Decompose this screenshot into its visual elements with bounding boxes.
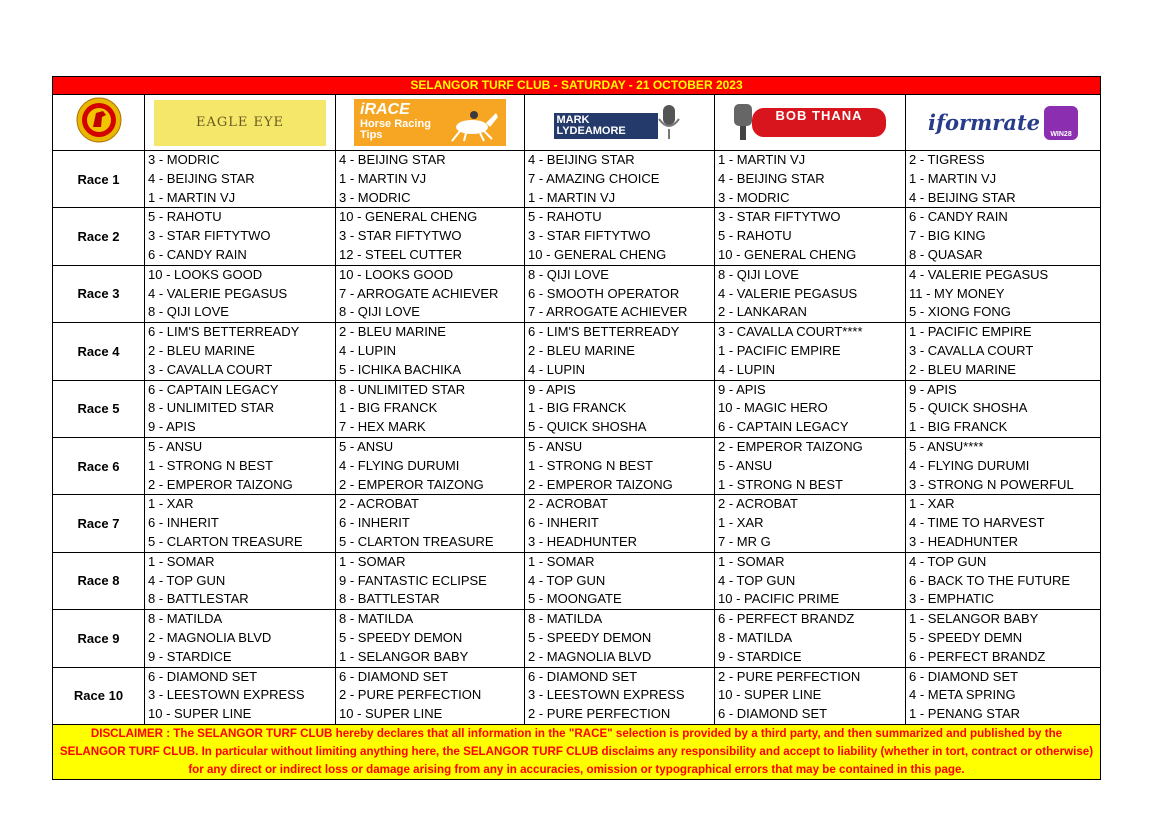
horse-pick: 2 - TIGRESS bbox=[909, 152, 985, 167]
race-row bbox=[53, 437, 1101, 494]
horse-pick: 3 - LEESTOWN EXPRESS bbox=[528, 687, 685, 703]
bob-thana-logo-text: BOB THANA bbox=[752, 108, 886, 137]
horse-pick: 8 - QIJI LOVE bbox=[528, 266, 609, 282]
horse-pick: 7 - ARROGATE ACHIEVER bbox=[339, 285, 499, 301]
tipster-picks-cell bbox=[715, 495, 906, 552]
horse-pick: 3 - MODRIC bbox=[718, 189, 790, 205]
tipster-picks-cell bbox=[715, 552, 906, 609]
tipster-picks-cell bbox=[336, 323, 525, 380]
horse-pick: 1 - PACIFIC EMPIRE bbox=[718, 342, 841, 358]
horse-pick: 2 - PURE PERFECTION bbox=[528, 706, 671, 722]
horse-pick: 6 - DIAMOND SET bbox=[528, 668, 638, 684]
iformrate-logo bbox=[928, 106, 1078, 140]
tipster-picks-cell bbox=[525, 495, 715, 552]
race-row bbox=[53, 323, 1101, 380]
horse-pick: 10 - PACIFIC PRIME bbox=[718, 591, 840, 607]
horse-pick: 6 - LIM'S BETTERREADY bbox=[148, 324, 300, 340]
race-row bbox=[53, 495, 1101, 552]
horse-pick: 8 - MATILDA bbox=[718, 629, 793, 645]
horse-pick: 5 - SPEEDY DEMN bbox=[909, 629, 1023, 645]
horse-pick: 1 - SOMAR bbox=[718, 553, 785, 569]
horse-pick: 9 - APIS bbox=[528, 381, 576, 397]
bob-thana-logo bbox=[726, 102, 894, 144]
tipster-picks-cell bbox=[525, 208, 715, 265]
horse-pick: 5 - CLARTON TREASURE bbox=[339, 533, 494, 549]
horse-pick: 9 - APIS bbox=[718, 381, 766, 397]
horse-pick: 1 - STRONG N BEST bbox=[528, 457, 653, 473]
tipster-picks-cell bbox=[906, 437, 1101, 494]
horse-pick: 1 - SELANGOR BABY bbox=[909, 611, 1039, 627]
tipster-picks-cell bbox=[525, 151, 715, 208]
horse-pick: 6 - CAPTAIN LEGACY bbox=[718, 419, 849, 435]
eagle-eye-logo-cell bbox=[145, 95, 336, 151]
horse-pick: 3 - CAVALLA COURT bbox=[148, 361, 273, 377]
irace-logo-cell bbox=[336, 95, 525, 151]
horse-pick: 4 - FLYING DURUMI bbox=[339, 457, 460, 473]
iformrate-logo-text: iformrate bbox=[927, 110, 1041, 135]
race-label: Race 7 bbox=[53, 495, 145, 552]
tipster-picks-cell bbox=[336, 208, 525, 265]
horse-pick: 5 - ANSU bbox=[528, 438, 583, 454]
race-label: Race 8 bbox=[53, 552, 145, 609]
horse-pick: 4 - VALERIE PEGASUS bbox=[718, 285, 858, 301]
horse-pick: 5 - CLARTON TREASURE bbox=[148, 533, 303, 549]
race-row bbox=[53, 610, 1101, 667]
horse-pick: 2 - MAGNOLIA BLVD bbox=[148, 629, 272, 645]
eagle-eye-logo-text: EAGLE EYE bbox=[195, 115, 285, 130]
tipster-picks-cell bbox=[906, 610, 1101, 667]
horse-pick: 1 - STRONG N BEST bbox=[148, 457, 273, 473]
horse-pick: 4 - BEIJING STAR bbox=[148, 170, 255, 186]
horse-pick: 1 - XAR bbox=[909, 496, 955, 512]
horse-pick: 12 - STEEL CUTTER bbox=[339, 246, 463, 262]
horse-pick: 2 - PURE PERFECTION bbox=[718, 668, 861, 684]
race-label: Race 2 bbox=[53, 208, 145, 265]
tipster-picks-cell bbox=[145, 265, 336, 322]
horse-pick: 8 - QIJI LOVE bbox=[339, 304, 420, 320]
race-row bbox=[53, 667, 1101, 724]
race-label: Race 9 bbox=[53, 610, 145, 667]
tipster-picks-cell bbox=[715, 151, 906, 208]
horse-pick: 5 - RAHOTU bbox=[148, 209, 222, 225]
tipster-picks-cell bbox=[145, 667, 336, 724]
horse-pick: 10 - GENERAL CHENG bbox=[339, 209, 478, 225]
race-label: Race 10 bbox=[53, 667, 145, 724]
horse-pick: 2 - ACROBAT bbox=[528, 496, 608, 512]
horse-pick: 5 - MOONGATE bbox=[528, 591, 622, 607]
bob-thana-logo-cell bbox=[715, 95, 906, 151]
horse-pick: 1 - BIG FRANCK bbox=[339, 400, 438, 416]
race-row bbox=[53, 151, 1101, 208]
horse-pick: 2 - BLEU MARINE bbox=[528, 342, 635, 358]
tipster-picks-cell bbox=[145, 495, 336, 552]
horse-pick: 4 - BEIJING STAR bbox=[718, 170, 825, 186]
horse-pick: 4 - BEIJING STAR bbox=[909, 189, 1016, 205]
horse-pick: 8 - QIJI LOVE bbox=[718, 266, 799, 282]
tipster-picks-cell bbox=[336, 495, 525, 552]
horse-pick: 2 - EMPEROR TAIZONG bbox=[339, 476, 484, 492]
tips-table bbox=[52, 76, 1101, 780]
horse-pick: 10 - MAGIC HERO bbox=[718, 400, 828, 416]
tipster-picks-cell bbox=[336, 437, 525, 494]
horse-pick: 8 - BATTLESTAR bbox=[148, 591, 249, 607]
irace-logo-text: iRACE bbox=[360, 101, 410, 118]
eagle-eye-logo bbox=[154, 100, 326, 146]
horse-pick: 1 - STRONG N BEST bbox=[718, 476, 843, 492]
horse-pick: 4 - VALERIE PEGASUS bbox=[909, 266, 1049, 282]
horse-pick: 4 - BEIJING STAR bbox=[528, 152, 635, 167]
horse-pick: 3 - MODRIC bbox=[339, 189, 411, 205]
horse-pick: 7 - AMAZING CHOICE bbox=[528, 170, 660, 186]
horse-pick: 2 - MAGNOLIA BLVD bbox=[528, 648, 652, 664]
horse-pick: 6 - CAPTAIN LEGACY bbox=[148, 381, 279, 397]
tipster-picks-cell bbox=[145, 323, 336, 380]
horse-pick: 2 - PURE PERFECTION bbox=[339, 687, 482, 703]
tipster-picks-cell bbox=[336, 552, 525, 609]
horse-pick: 4 - LUPIN bbox=[339, 342, 397, 358]
race-row bbox=[53, 265, 1101, 322]
tipster-picks-cell bbox=[906, 151, 1101, 208]
horse-pick: 3 - STRONG N POWERFUL bbox=[909, 476, 1074, 492]
race-label: Race 1 bbox=[53, 151, 145, 208]
horse-pick: 3 - HEADHUNTER bbox=[909, 533, 1019, 549]
horse-pick: 1 - MARTIN VJ bbox=[909, 170, 997, 186]
tipster-picks-cell bbox=[715, 265, 906, 322]
tipster-picks-cell bbox=[906, 208, 1101, 265]
horse-pick: 4 - BEIJING STAR bbox=[339, 152, 446, 167]
horse-pick: 4 - META SPRING bbox=[909, 687, 1016, 703]
horse-pick: 10 - SUPER LINE bbox=[718, 687, 822, 703]
horse-pick: 1 - SOMAR bbox=[528, 553, 595, 569]
horse-pick: 5 - QUICK SHOSHA bbox=[528, 419, 647, 435]
horse-pick: 4 - LUPIN bbox=[528, 361, 586, 377]
horse-pick: 4 - VALERIE PEGASUS bbox=[148, 285, 288, 301]
horse-pick: 4 - TOP GUN bbox=[148, 572, 226, 588]
horse-pick: 10 - LOOKS GOOD bbox=[339, 266, 454, 282]
horse-pick: 3 - EMPHATIC bbox=[909, 591, 994, 607]
horse-pick: 2 - BLEU MARINE bbox=[339, 324, 446, 340]
tipster-picks-cell bbox=[336, 265, 525, 322]
horse-pick: 2 - ACROBAT bbox=[718, 496, 798, 512]
horse-pick: 1 - XAR bbox=[718, 515, 764, 531]
tipster-picks-cell bbox=[525, 265, 715, 322]
tipster-picks-cell bbox=[525, 323, 715, 380]
tipster-picks-cell bbox=[715, 323, 906, 380]
horse-pick: 6 - DIAMOND SET bbox=[148, 668, 258, 684]
tipster-picks-cell bbox=[715, 667, 906, 724]
horse-pick: 2 - ACROBAT bbox=[339, 496, 419, 512]
horse-pick: 2 - EMPEROR TAIZONG bbox=[718, 438, 863, 454]
horse-pick: 6 - PERFECT BRANDZ bbox=[909, 648, 1046, 664]
stc-crest-cell bbox=[53, 95, 145, 151]
irace-logo-sub: Horse Racing Tips bbox=[360, 118, 431, 141]
tipster-picks-cell bbox=[336, 151, 525, 208]
horse-pick: 3 - HEADHUNTER bbox=[528, 533, 638, 549]
horse-pick: 3 - STAR FIFTYTWO bbox=[339, 228, 462, 244]
tipster-picks-cell bbox=[145, 380, 336, 437]
horse-pick: 5 - ANSU bbox=[148, 438, 203, 454]
horse-pick: 6 - CANDY RAIN bbox=[909, 209, 1008, 225]
horse-pick: 10 - GENERAL CHENG bbox=[718, 246, 857, 262]
horse-pick: 5 - QUICK SHOSHA bbox=[909, 400, 1028, 416]
horse-pick: 6 - SMOOTH OPERATOR bbox=[528, 285, 680, 301]
horse-pick: 7 - ARROGATE ACHIEVER bbox=[528, 304, 688, 320]
mark-lydeamore-logo bbox=[550, 103, 690, 143]
horse-pick: 8 - MATILDA bbox=[148, 611, 223, 627]
tipster-picks-cell bbox=[145, 437, 336, 494]
tipster-logo-row bbox=[53, 95, 1101, 151]
horse-pick: 4 - TOP GUN bbox=[528, 572, 606, 588]
tipster-picks-cell bbox=[145, 208, 336, 265]
horse-pick: 8 - MATILDA bbox=[528, 611, 603, 627]
disclaimer: DISCLAIMER : The SELANGOR TURF CLUB hereby declares that all information in the "RACE" selection is provided by a third party, and then summarized and published by the SELANGOR TURF CLUB. In particular without limiting anything here, the SELANGOR TURF CLUB disclaims any responsibility and accept to liability (whether in tort, contract or otherwise) for any direct or indirect loss or damage arising from any in accuracies, omission or typographical errors that may be contained in this page. bbox=[53, 724, 1101, 779]
horse-pick: 10 - LOOKS GOOD bbox=[148, 266, 263, 282]
horse-pick: 8 - QUASAR bbox=[909, 246, 983, 262]
horse-pick: 6 - PERFECT BRANDZ bbox=[718, 611, 855, 627]
horse-pick: 7 - BIG KING bbox=[909, 228, 986, 244]
horse-pick: 6 - INHERIT bbox=[148, 515, 219, 531]
horse-pick: 6 - INHERIT bbox=[339, 515, 410, 531]
horse-pick: 3 - STAR FIFTYTWO bbox=[528, 228, 651, 244]
horse-pick: 5 - ANSU**** bbox=[909, 438, 984, 454]
tipster-picks-cell bbox=[525, 552, 715, 609]
race-row bbox=[53, 380, 1101, 437]
mark-lydeamore-logo-cell bbox=[525, 95, 715, 151]
stc-crest-icon bbox=[76, 97, 122, 143]
horse-pick: 8 - QIJI LOVE bbox=[148, 304, 229, 320]
tipster-picks-cell bbox=[525, 437, 715, 494]
tipster-picks-cell bbox=[906, 495, 1101, 552]
horse-pick: 11 - MY MONEY bbox=[909, 285, 1005, 301]
tipster-picks-cell bbox=[525, 667, 715, 724]
tipster-picks-cell bbox=[906, 265, 1101, 322]
horse-pick: 7 - HEX MARK bbox=[339, 419, 426, 435]
horse-pick: 10 - SUPER LINE bbox=[339, 706, 443, 722]
mark-lydeamore-logo-text: MARK LYDEAMORE bbox=[554, 113, 658, 139]
horse-pick: 2 - BLEU MARINE bbox=[148, 342, 255, 358]
tipster-picks-cell bbox=[336, 610, 525, 667]
horse-pick: 9 - STARDICE bbox=[148, 648, 232, 664]
horse-pick: 6 - INHERIT bbox=[528, 515, 599, 531]
tipster-picks-cell bbox=[145, 610, 336, 667]
horse-pick: 3 - CAVALLA COURT**** bbox=[718, 324, 863, 340]
tipster-picks-cell bbox=[525, 610, 715, 667]
race-label: Race 6 bbox=[53, 437, 145, 494]
horse-pick: 5 - RAHOTU bbox=[528, 209, 602, 225]
horse-pick: 1 - MARTIN VJ bbox=[718, 152, 806, 167]
horse-pick: 1 - SOMAR bbox=[148, 553, 215, 569]
win28-badge-text: WIN28 bbox=[1050, 130, 1072, 138]
horse-pick: 5 - ICHIKA BACHIKA bbox=[339, 361, 462, 377]
horse-pick: 5 - SPEEDY DEMON bbox=[528, 629, 652, 645]
horse-pick: 1 - PENANG STAR bbox=[909, 706, 1021, 722]
horse-pick: 1 - PACIFIC EMPIRE bbox=[909, 324, 1032, 340]
horse-pick: 4 - TOP GUN bbox=[909, 553, 987, 569]
tipster-picks-cell bbox=[715, 208, 906, 265]
horse-pick: 4 - LUPIN bbox=[718, 361, 776, 377]
tipster-picks-cell bbox=[145, 552, 336, 609]
horse-pick: 2 - EMPEROR TAIZONG bbox=[148, 476, 293, 492]
microphone-icon bbox=[654, 103, 684, 143]
horse-pick: 6 - DIAMOND SET bbox=[718, 706, 828, 722]
horse-pick: 9 - APIS bbox=[909, 381, 957, 397]
tipster-picks-cell bbox=[715, 437, 906, 494]
horse-pick: 7 - MR G bbox=[718, 533, 771, 549]
horse-pick: 6 - DIAMOND SET bbox=[909, 668, 1019, 684]
horse-pick: 10 - GENERAL CHENG bbox=[528, 246, 667, 262]
horse-pick: 3 - STAR FIFTYTWO bbox=[148, 228, 271, 244]
horse-pick: 8 - UNLIMITED STAR bbox=[148, 400, 275, 416]
horse-pick: 4 - TIME TO HARVEST bbox=[909, 515, 1045, 531]
tipster-picks-cell bbox=[906, 552, 1101, 609]
horse-pick: 8 - UNLIMITED STAR bbox=[339, 381, 466, 397]
race-label: Race 5 bbox=[53, 380, 145, 437]
tipster-picks-cell bbox=[145, 151, 336, 208]
horse-pick: 9 - FANTASTIC ECLIPSE bbox=[339, 572, 487, 588]
horse-pick: 4 - TOP GUN bbox=[718, 572, 796, 588]
tipster-picks-cell bbox=[525, 380, 715, 437]
horse-pick: 3 - STAR FIFTYTWO bbox=[718, 209, 841, 225]
horse-pick: 6 - CANDY RAIN bbox=[148, 246, 247, 262]
horse-pick: 6 - DIAMOND SET bbox=[339, 668, 449, 684]
race-label: Race 4 bbox=[53, 323, 145, 380]
win28-badge bbox=[1044, 106, 1078, 140]
horse-pick: 6 - BACK TO THE FUTURE bbox=[909, 572, 1071, 588]
race-row bbox=[53, 208, 1101, 265]
irace-logo bbox=[354, 99, 506, 146]
horse-pick: 1 - BIG FRANCK bbox=[909, 419, 1008, 435]
page-title: SELANGOR TURF CLUB - SATURDAY - 21 OCTOBER 2023 bbox=[53, 77, 1101, 95]
tipster-picks-cell bbox=[906, 380, 1101, 437]
tipster-picks-cell bbox=[906, 667, 1101, 724]
tipster-picks-cell bbox=[715, 610, 906, 667]
horse-pick: 6 - LIM'S BETTERREADY bbox=[528, 324, 680, 340]
tipster-picks-cell bbox=[906, 323, 1101, 380]
horse-pick: 5 - ANSU bbox=[718, 457, 773, 473]
tipster-picks-cell bbox=[336, 667, 525, 724]
race-row bbox=[53, 552, 1101, 609]
tipster-picks-cell bbox=[715, 380, 906, 437]
tipster-picks-cell bbox=[336, 380, 525, 437]
horse-icon bbox=[442, 103, 502, 143]
iformrate-logo-cell bbox=[906, 95, 1101, 151]
horse-pick: 1 - MARTIN VJ bbox=[528, 189, 616, 205]
horse-pick: 1 - MARTIN VJ bbox=[339, 170, 427, 186]
horse-pick: 1 - BIG FRANCK bbox=[528, 400, 627, 416]
horse-pick: 8 - BATTLESTAR bbox=[339, 591, 440, 607]
race-label: Race 3 bbox=[53, 265, 145, 322]
horse-pick: 5 - XIONG FONG bbox=[909, 304, 1011, 320]
horse-pick: 9 - STARDICE bbox=[718, 648, 802, 664]
horse-pick: 3 - LEESTOWN EXPRESS bbox=[148, 687, 305, 703]
horse-pick: 5 - ANSU bbox=[339, 438, 394, 454]
horse-pick: 1 - XAR bbox=[148, 496, 194, 512]
horse-pick: 1 - SOMAR bbox=[339, 553, 406, 569]
horse-pick: 8 - MATILDA bbox=[339, 611, 414, 627]
horse-pick: 10 - SUPER LINE bbox=[148, 706, 252, 722]
horse-pick: 1 - SELANGOR BABY bbox=[339, 648, 469, 664]
horse-pick: 3 - CAVALLA COURT bbox=[909, 342, 1034, 358]
horse-pick: 3 - MODRIC bbox=[148, 152, 220, 167]
horse-pick: 2 - EMPEROR TAIZONG bbox=[528, 476, 673, 492]
horse-pick: 2 - LANKARAN bbox=[718, 304, 807, 320]
horse-pick: 1 - MARTIN VJ bbox=[148, 189, 236, 205]
horse-pick: 5 - RAHOTU bbox=[718, 228, 792, 244]
horse-pick: 9 - APIS bbox=[148, 419, 196, 435]
horse-pick: 2 - BLEU MARINE bbox=[909, 361, 1016, 377]
horse-pick: 4 - FLYING DURUMI bbox=[909, 457, 1030, 473]
horse-pick: 5 - SPEEDY DEMON bbox=[339, 629, 463, 645]
